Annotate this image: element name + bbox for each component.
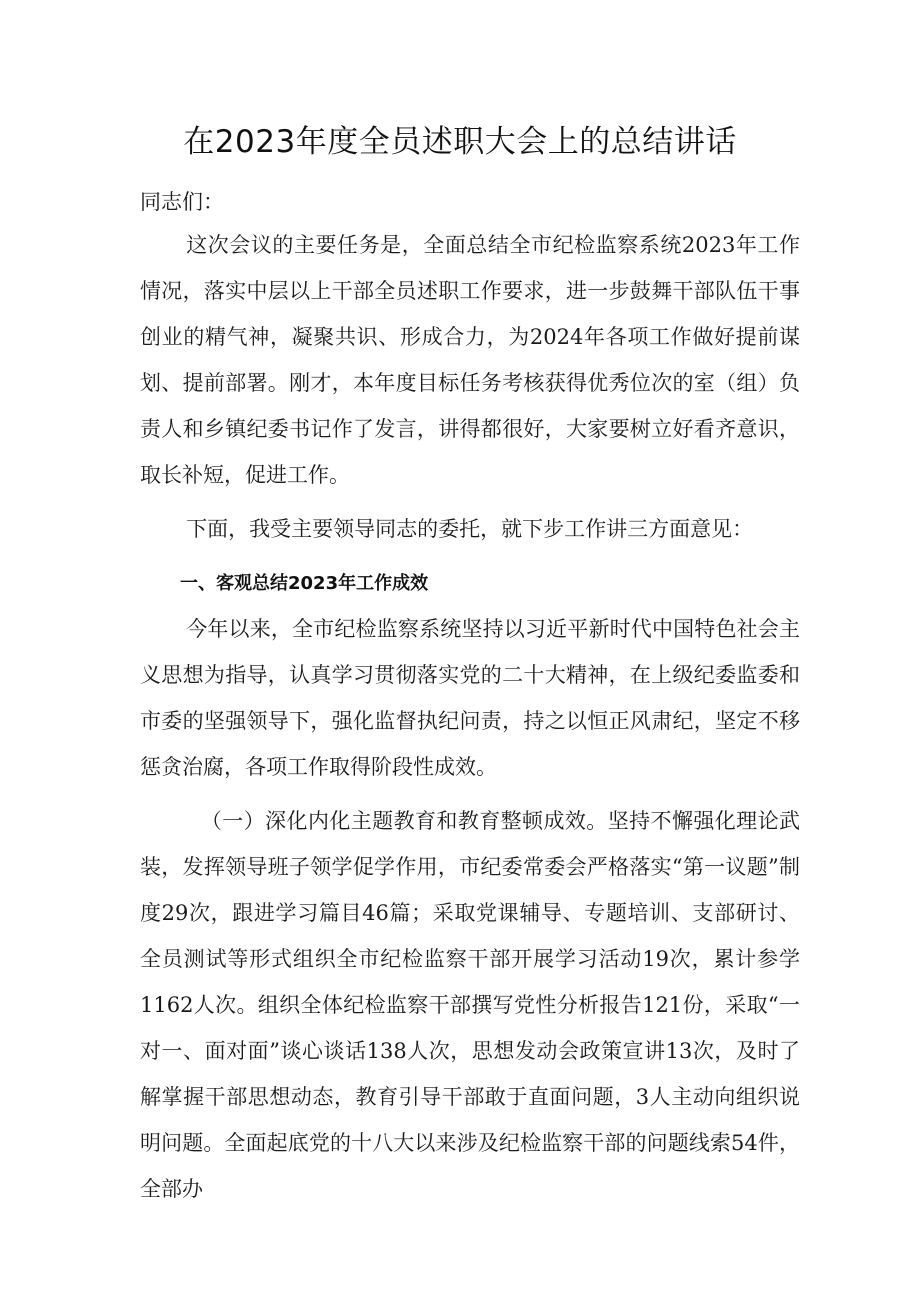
document-body [140, 182, 800, 1212]
section-heading-1: 一、客观总结2023年工作成效 [180, 573, 429, 594]
paragraph-meeting-purpose: 这次会议的主要任务是，全面总结全市纪检监察系统2023年工作情况，落实中层以上干部全员述职工作要求，进一步鼓舞干部队伍干事创业的精气神，凝聚共识、形成合力，为2024年各项工作做好提前谋划、提前部署。刚才，本年度目标任务考核获得优秀位次的室（组）负责人和乡镇纪委书记作了发言，讲得都很好，大家要树立好看齐意识，取长补短，促进工作。 [140, 233, 800, 487]
document-title: 在2023年度全员述职大会上的总结讲话 [183, 124, 737, 160]
paragraph-achievements-overview: 今年以来，全市纪检监察系统坚持以习近平新时代中国特色社会主义思想为指导，认真学习贯彻落实党的二十大精神，在上级纪委监委和市委的坚强领导下，强化监督执纪问责，持之以恒正风肃纪，坚定不移惩贪治腐，各项工作取得阶段性成效。 [140, 617, 800, 779]
salutation: 同志们： [140, 190, 224, 214]
paragraph-theme-education: （一）深化内化主题教育和教育整顿成效。坚持不懈强化理论武装，发挥领导班子领学促学作用，市纪委常委会严格落实“第一议题”制度29次，跟进学习篇目46篇；采取党课辅导、专题培训、支部研讨、全员测试等形式组织全市纪检监察干部开展学习活动19次，累计参学1162人次。组织全体纪检监察干部撰写党性分析报告121份，采取“一对一、面对面”谈心谈话138人次，思想发动会政策宣讲13次，及时了解掌握干部思想动态，教育引导干部敢于直面问题，3人主动向组织说明问题。全面起底党的十八大以来涉及纪检监察干部的问题线索54件，全部办 [140, 809, 800, 1201]
paragraph-three-opinions: 下面，我受主要领导同志的委托，就下步工作讲三方面意见： [186, 517, 754, 541]
